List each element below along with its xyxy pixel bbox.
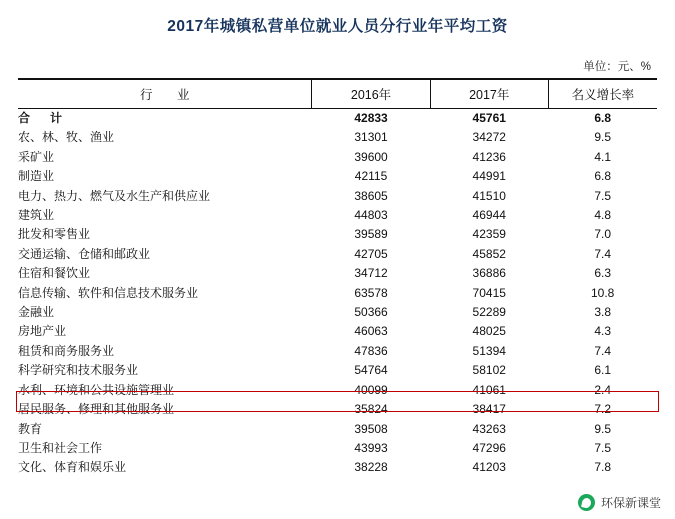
cell-2016: 44803 — [354, 208, 388, 223]
cell-rate: 7.4 — [594, 343, 612, 358]
cell-2017: 41203 — [472, 460, 506, 475]
table-row — [18, 148, 657, 167]
cell-industry: 建筑业 — [18, 208, 55, 223]
table-body — [18, 109, 657, 478]
cell-rate: 4.3 — [594, 324, 612, 339]
cell-industry: 房地产业 — [18, 324, 67, 339]
cell-rate: 6.8 — [594, 111, 612, 125]
cell-2016: 46063 — [354, 324, 388, 339]
cell-rate: 9.5 — [594, 130, 612, 145]
page-title: 2017年城镇私营单位就业人员分行业年平均工资 — [167, 18, 508, 35]
cell-2017: 45761 — [472, 111, 506, 125]
wage-table — [18, 78, 657, 478]
cell-industry: 居民服务、修理和其他服务业 — [18, 402, 175, 417]
table-row — [18, 264, 657, 283]
cell-2016: 42705 — [354, 246, 388, 261]
table-row — [18, 284, 657, 303]
table-row — [18, 225, 657, 244]
column-header-2017: 2017年 — [430, 79, 548, 109]
cell-rate: 6.1 — [594, 363, 612, 378]
cell-2017: 44991 — [472, 169, 506, 184]
table-row — [18, 187, 657, 206]
cell-industry: 农、林、牧、渔业 — [18, 130, 115, 145]
cell-2016: 42833 — [354, 111, 388, 125]
cell-2016: 38228 — [354, 460, 388, 475]
cell-industry: 批发和零售业 — [18, 227, 91, 242]
column-header-industry: 行 业 — [18, 79, 312, 109]
cell-2017: 51394 — [472, 343, 506, 358]
cell-2016: 63578 — [354, 285, 388, 300]
cell-rate: 7.2 — [594, 402, 612, 417]
cell-industry: 租赁和商务服务业 — [18, 343, 115, 358]
cell-industry: 水利、环境和公共设施管理业 — [18, 382, 175, 397]
table-header — [18, 79, 657, 109]
cell-industry: 制造业 — [18, 169, 55, 184]
cell-2017: 41061 — [472, 382, 506, 397]
column-header-growth-rate: 名义增长率 — [548, 79, 657, 109]
cell-rate: 7.5 — [594, 440, 612, 455]
cell-industry: 信息传输、软件和信息技术服务业 — [18, 285, 199, 300]
cell-rate: 10.8 — [590, 285, 615, 300]
cell-industry: 卫生和社会工作 — [18, 440, 103, 455]
watermark — [578, 494, 661, 511]
cell-2016: 31301 — [354, 130, 388, 145]
cell-2017: 38417 — [472, 402, 506, 417]
cell-industry: 电力、热力、燃气及水生产和供应业 — [18, 188, 211, 203]
cell-industry: 住宿和餐饮业 — [18, 266, 91, 281]
leaf-logo-icon — [578, 494, 595, 511]
cell-industry: 交通运输、仓储和邮政业 — [18, 246, 151, 261]
cell-rate: 3.8 — [594, 305, 612, 320]
cell-2016: 39508 — [354, 421, 388, 436]
cell-2016: 54764 — [354, 363, 388, 378]
cell-industry: 文化、体育和娱乐业 — [18, 460, 127, 475]
cell-industry: 教育 — [18, 421, 43, 436]
table-row — [18, 439, 657, 458]
table-row — [18, 361, 657, 380]
cell-rate: 6.8 — [594, 169, 612, 184]
table-row-highlighted — [18, 381, 657, 400]
cell-industry: 金融业 — [18, 305, 55, 320]
table-row — [18, 109, 657, 129]
cell-rate: 7.5 — [594, 188, 612, 203]
cell-industry: 科学研究和技术服务业 — [18, 363, 139, 378]
cell-2016: 42115 — [354, 169, 388, 184]
cell-2016: 43993 — [354, 440, 388, 455]
cell-rate: 2.4 — [594, 382, 612, 397]
cell-rate: 9.5 — [594, 421, 612, 436]
cell-2017: 42359 — [472, 227, 506, 242]
column-header-2016: 2016年 — [312, 79, 430, 109]
cell-rate: 7.4 — [594, 246, 612, 261]
cell-2017: 47296 — [472, 440, 506, 455]
cell-2017: 43263 — [472, 421, 506, 436]
cell-rate: 6.3 — [594, 266, 612, 281]
cell-rate: 7.8 — [594, 460, 612, 475]
cell-2017: 41510 — [472, 188, 506, 203]
cell-rate: 4.1 — [594, 149, 612, 164]
unit-note: 单位：元、% — [583, 61, 651, 73]
cell-2017: 52289 — [472, 305, 506, 320]
cell-2016: 39600 — [354, 149, 388, 164]
table-header-row — [18, 79, 657, 109]
cell-2016: 47836 — [354, 343, 388, 358]
table-row — [18, 128, 657, 147]
table-row — [18, 458, 657, 477]
cell-2017: 48025 — [472, 324, 506, 339]
table-row — [18, 303, 657, 322]
cell-2016: 50366 — [354, 305, 388, 320]
cell-industry: 合 计 — [18, 111, 67, 125]
cell-2016: 35824 — [354, 402, 388, 417]
table-row — [18, 400, 657, 419]
cell-2016: 40099 — [354, 382, 388, 397]
cell-2017: 41236 — [472, 149, 506, 164]
cell-2016: 38605 — [354, 188, 388, 203]
cell-rate: 7.0 — [594, 227, 612, 242]
cell-2016: 39589 — [354, 227, 388, 242]
cell-2016: 34712 — [354, 266, 388, 281]
cell-rate: 4.8 — [594, 208, 612, 223]
cell-industry: 采矿业 — [18, 149, 55, 164]
cell-2017: 34272 — [472, 130, 506, 145]
table-row — [18, 322, 657, 341]
watermark-label: 环保新课堂 — [600, 496, 661, 510]
cell-2017: 46944 — [472, 208, 506, 223]
cell-2017: 45852 — [472, 246, 506, 261]
table-row — [18, 342, 657, 361]
table-row — [18, 420, 657, 439]
table-row — [18, 206, 657, 225]
cell-2017: 58102 — [472, 363, 506, 378]
cell-2017: 70415 — [472, 285, 506, 300]
table-row — [18, 245, 657, 264]
table-row — [18, 167, 657, 186]
cell-2017: 36886 — [472, 266, 506, 281]
